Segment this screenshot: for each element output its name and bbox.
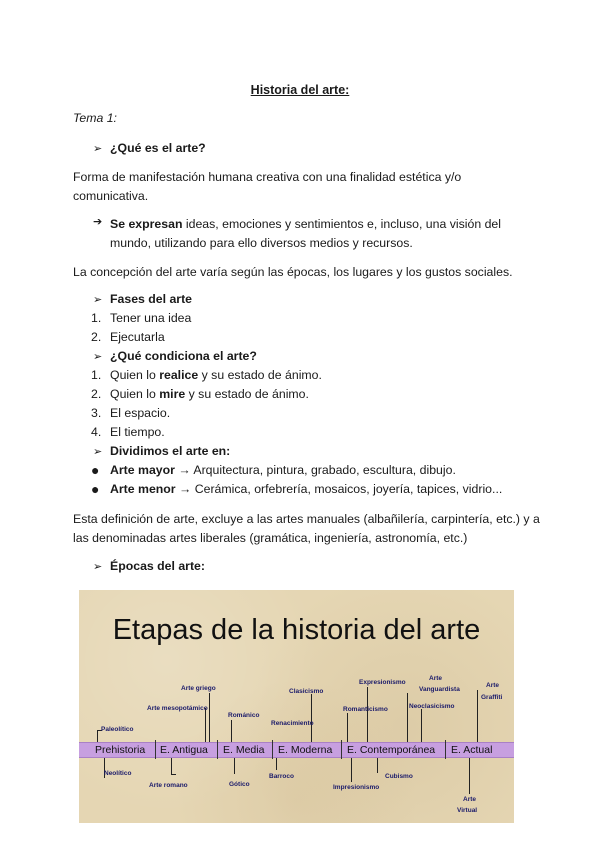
epoch-contemporanea: E. Contemporánea [347, 744, 436, 756]
bullet-dot-icon: ● [91, 462, 100, 478]
label-romano: Arte romano [149, 782, 188, 789]
definition-paragraph [73, 168, 461, 206]
label-mesopotamico: Arte mesopotámico [147, 705, 208, 712]
label-vanguardista-2: Vanguardista [419, 686, 460, 693]
label-expresionismo: Expresionismo [359, 679, 406, 686]
label-vanguardista-1: Arte [429, 675, 443, 682]
page-title: Historia del arte: [250, 83, 350, 97]
label-virtual-1: Arte [463, 796, 477, 803]
label-impresionismo: Impresionismo [333, 784, 380, 791]
bullet-dot-icon: ● [91, 481, 100, 497]
section-label: Fases del arte [110, 292, 193, 306]
tema-heading: Tema 1: [73, 111, 117, 125]
definicion-paragraph: Esta definición de arte, excluye a las artes manuales (albañilería, carpintería, etc.) y a las denominadas artes liberales (gramática, ingeniería, astronomía, etc.) [73, 512, 540, 545]
epoch-moderna: E. Moderna [278, 744, 333, 756]
arrow-right-icon: ➔ [93, 216, 103, 228]
expresan-bold: Se expresan [110, 217, 183, 231]
label-renacimiento: Renacimiento [271, 720, 314, 727]
expresan-line-2: mundo, utilizando para ello diversos medios y recursos. [110, 236, 413, 250]
arrow-bullet-icon: ➢ [93, 561, 103, 573]
label-gotico: Gótico [229, 781, 250, 788]
label-paleolitico: Paleolítico [101, 726, 134, 733]
expresan-text: ideas, emociones y sentimientos e, incluso, una visión del [182, 217, 501, 231]
epoch-antigua: E. Antigua [160, 744, 208, 756]
timeline-image [79, 590, 514, 823]
label-barroco: Barroco [269, 773, 294, 780]
label-neoclasicismo: Neoclasicismo [409, 703, 455, 710]
definition-line-2: comunicativa. [73, 189, 149, 203]
timeline-title: Etapas de la historia del arte [112, 614, 481, 646]
epoch-prehistoria: Prehistoria [95, 744, 146, 756]
label-romanticismo: Romanticismo [343, 706, 388, 713]
label-graffiti-2: Graffiti [481, 694, 503, 701]
section-label: ¿Qué condiciona el arte? [110, 349, 257, 363]
definition-line-1: Forma de manifestación humana creativa con una finalidad estética y/o [73, 170, 462, 184]
section-label: ¿Qué es el arte? [110, 141, 206, 155]
arrow-bullet-icon: ➢ [93, 446, 103, 458]
epoch-actual: E. Actual [451, 744, 493, 756]
label-graffiti-1: Arte [486, 682, 500, 689]
arrow-bullet-icon: ➢ [93, 351, 103, 363]
label-virtual-2: Virtual [457, 807, 478, 814]
label-griego: Arte griego [181, 685, 216, 692]
arrow-bullet-icon: ➢ [93, 294, 103, 306]
arrow-bullet-icon: ➢ [93, 143, 103, 155]
section-label: Dividimos el arte en: [110, 444, 231, 458]
label-neolitico: Neolítico [104, 770, 132, 777]
concepcion-paragraph: La concepción del arte varía según las épocas, los lugares y los gustos sociales. [73, 265, 513, 279]
label-romanico: Románico [228, 712, 260, 719]
section-label: Épocas del arte: [110, 559, 205, 573]
label-clasicismo: Clasicismo [289, 688, 324, 695]
epoch-media: E. Media [223, 744, 265, 756]
label-cubismo: Cubismo [385, 773, 413, 780]
